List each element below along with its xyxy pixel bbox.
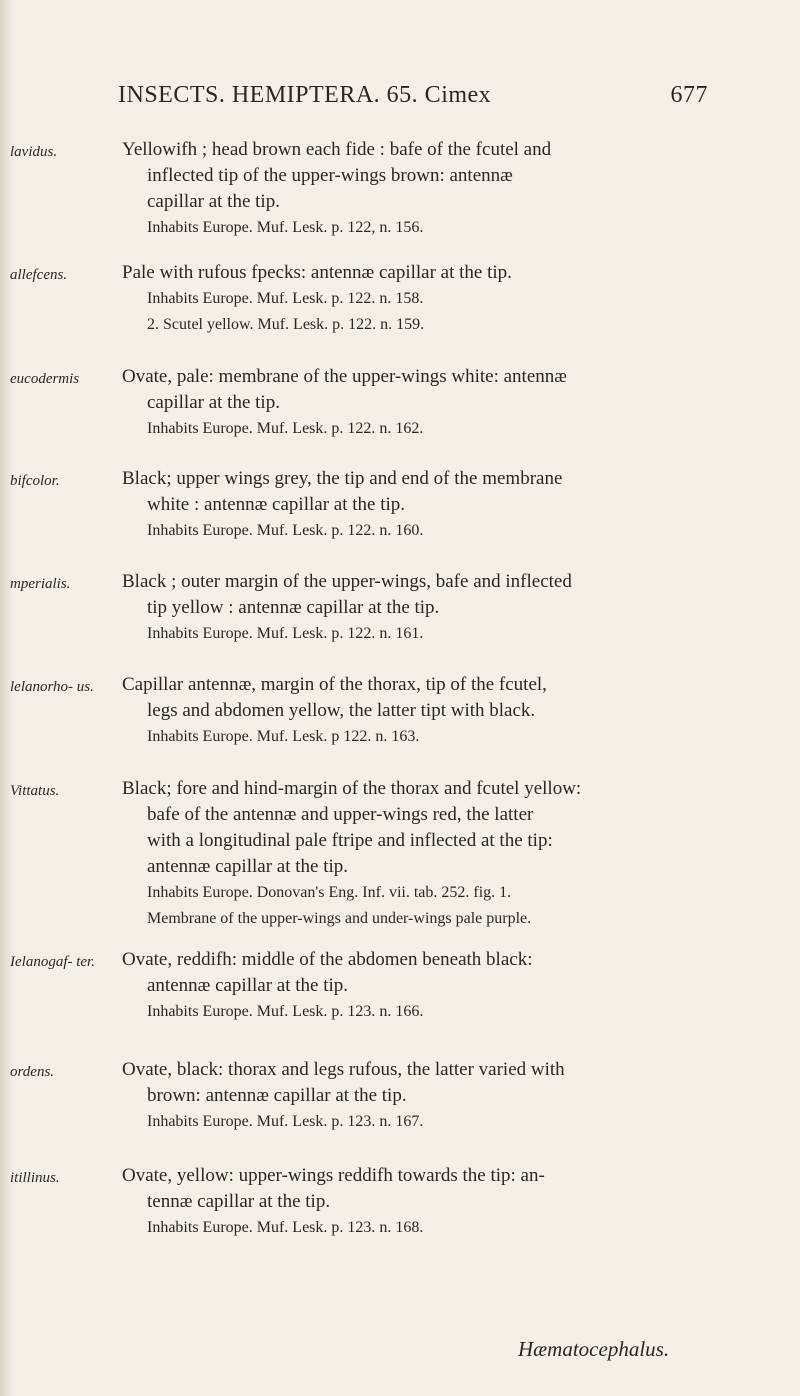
description-line: Yellowifh ; head brown each fide : bafe of the fcutel and (122, 139, 552, 160)
description-line: capillar at the tip. (147, 191, 280, 212)
reference-line: Inhabits Europe. Muf. Lesk. p. 122. n. 158. (147, 290, 424, 307)
species-description (122, 776, 762, 932)
species-description (122, 1163, 762, 1241)
running-title: INSECTS. HEMIPTERA. 65. Cimex (118, 82, 492, 108)
description-line: Ovate, black: thorax and legs rufous, the latter varied with (122, 1059, 565, 1080)
species-name: eucodermis (10, 371, 80, 387)
description-line: inflected tip of the upper-wings brown: antennæ (147, 165, 513, 186)
reference-line: Inhabits Europe. Muf. Lesk. p. 122. n. 162. (147, 420, 424, 437)
reference-line: Membrane of the upper-wings and under-wings pale purple. (147, 910, 532, 927)
description-line: tennæ capillar at the tip. (147, 1191, 331, 1212)
species-name: mperialis. (10, 576, 71, 592)
reference-line: Inhabits Europe. Muf. Lesk. p. 123. n. 166. (147, 1003, 424, 1020)
species-description (122, 1057, 762, 1135)
description-line: antennæ capillar at the tip. (147, 856, 349, 877)
description-line: brown: antennæ capillar at the tip. (147, 1085, 407, 1106)
species-description (122, 569, 762, 647)
description-line: bafe of the antennæ and upper-wings red, the latter (147, 804, 534, 825)
species-description (122, 466, 762, 544)
reference-line: Inhabits Europe. Muf. Lesk. p. 122, n. 156. (147, 219, 424, 236)
description-line: antennæ capillar at the tip. (147, 975, 349, 996)
species-name: ordens. (10, 1064, 55, 1080)
description-line: Black; fore and hind-margin of the thorax and fcutel yellow: (122, 778, 582, 799)
description-line: capillar at the tip. (147, 392, 280, 413)
description-line: white : antennæ capillar at the tip. (147, 494, 406, 515)
species-name: itillinus. (10, 1170, 60, 1186)
reference-line: Inhabits Europe. Muf. Lesk. p. 123. n. 168. (147, 1219, 424, 1236)
reference-line: Inhabits Europe. Muf. Lesk. p. 122. n. 161. (147, 625, 424, 642)
reference-line: 2. Scutel yellow. Muf. Lesk. p. 122. n. 159. (147, 316, 425, 333)
species-description (122, 672, 762, 750)
reference-line: Inhabits Europe. Muf. Lesk. p. 123. n. 167. (147, 1113, 424, 1130)
running-header (118, 82, 708, 109)
reference-line: Inhabits Europe. Muf. Lesk. p. 122. n. 160. (147, 522, 424, 539)
description-line: Capillar antennæ, margin of the thorax, tip of the fcutel, (122, 674, 547, 695)
species-name: allefcens. (10, 267, 68, 283)
species-name: lelanorho- us. (10, 679, 94, 695)
species-description (122, 364, 762, 442)
description-line: Black; upper wings grey, the tip and end of the membrane (122, 468, 563, 489)
description-line: tip yellow : antennæ capillar at the tip. (147, 597, 440, 618)
catchword: Hæmatocephalus. (518, 1337, 670, 1361)
species-description (122, 260, 762, 338)
description-line: Ovate, reddifh: middle of the abdomen beneath black: (122, 949, 533, 970)
description-line: Pale with rufous fpecks: antennæ capillar at the tip. (122, 262, 512, 283)
species-name: Vittatus. (10, 783, 60, 799)
species-description (122, 947, 762, 1025)
species-name: bifcolor. (10, 473, 60, 489)
description-line: Black ; outer margin of the upper-wings, bafe and inflected (122, 571, 572, 592)
description-line: with a longitudinal pale ftripe and inflected at the tip: (147, 830, 553, 851)
species-name: Ielanogaf- ter. (10, 954, 95, 970)
description-line: Ovate, pale: membrane of the upper-wings white: antennæ (122, 366, 567, 387)
description-line: Ovate, yellow: upper-wings reddifh towards the tip: an- (122, 1165, 545, 1186)
description-line: legs and abdomen yellow, the latter tipt with black. (147, 700, 536, 721)
page-number: 677 (670, 82, 708, 108)
species-description (122, 137, 762, 241)
reference-line: Inhabits Europe. Donovan's Eng. Inf. vii. tab. 252. fig. 1. (147, 884, 512, 901)
species-name: lavidus. (10, 144, 58, 160)
reference-line: Inhabits Europe. Muf. Lesk. p 122. n. 163. (147, 728, 420, 745)
